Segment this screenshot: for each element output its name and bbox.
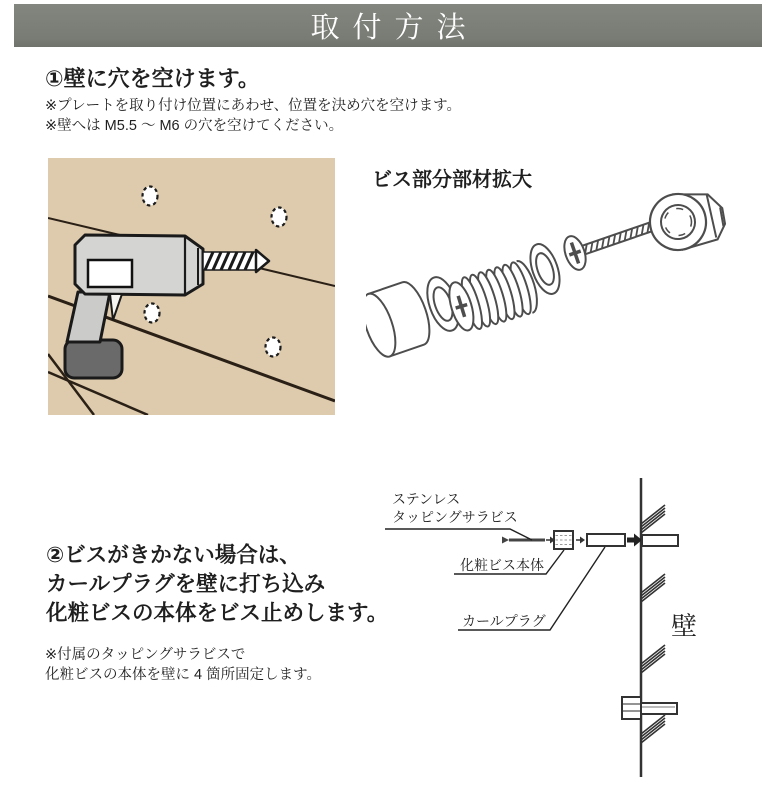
screw-rod	[641, 703, 677, 714]
wall-installation-diagram	[383, 458, 780, 785]
hole-marker	[143, 187, 158, 206]
parts-line-art	[366, 186, 728, 360]
step2-heading	[46, 541, 388, 628]
drill-battery	[65, 340, 122, 378]
cap-nut-part	[646, 186, 729, 254]
cap-part	[366, 278, 436, 361]
step2-heading-line3: 化粧ビスの本体をビス止めします。	[46, 601, 389, 625]
drill-screw-bit	[203, 250, 269, 272]
label-tapping-screw: タッピングサラビス	[392, 509, 518, 525]
label-stainless: ステンレス	[392, 491, 461, 507]
screw-head	[622, 697, 641, 719]
title-banner	[14, 4, 762, 47]
drill-label-panel	[88, 260, 132, 287]
curl-plug-rect	[587, 534, 625, 546]
page-title: 取付方法	[310, 12, 479, 44]
step2-heading-line1: ②ビスがきかない場合は、	[46, 543, 301, 567]
hole-marker	[266, 338, 281, 357]
label-wall: 壁	[671, 611, 698, 641]
hole-marker	[272, 208, 287, 227]
threaded-plug-part	[444, 258, 542, 335]
parts-diagram-title: ビス部分部材拡大	[372, 169, 532, 191]
hole-marker	[145, 304, 160, 323]
fixed-screw-bottom	[622, 697, 677, 719]
arrow-icon	[580, 537, 585, 544]
label-curl-plug: カールプラグ	[462, 613, 546, 629]
label-screw-body: 化粧ビス本体	[460, 557, 544, 573]
tapping-screw-tip	[502, 537, 509, 544]
drill-illustration	[48, 158, 335, 415]
step1-heading: ①壁に穴を空けます。	[45, 66, 260, 91]
step2-note-2: 化粧ビスの本体を壁に 4 箇所固定します。	[45, 667, 321, 683]
step2-notes	[45, 645, 321, 685]
step2-note-1: ※付属のタッピングサラビスで	[45, 647, 246, 663]
assembly-sequence	[502, 531, 678, 549]
screw-parts-exploded-view	[366, 162, 780, 378]
step2-heading-line2: カールプラグを壁に打ち込み	[46, 572, 326, 596]
step1-note-2: ※壁へは M5.5 〜 M6 の穴を空けてください。	[45, 118, 344, 134]
step1-note-1: ※プレートを取り付け位置にあわせ、位置を決め穴を空けます。	[45, 98, 461, 114]
plug-in-wall-rect	[642, 535, 678, 546]
